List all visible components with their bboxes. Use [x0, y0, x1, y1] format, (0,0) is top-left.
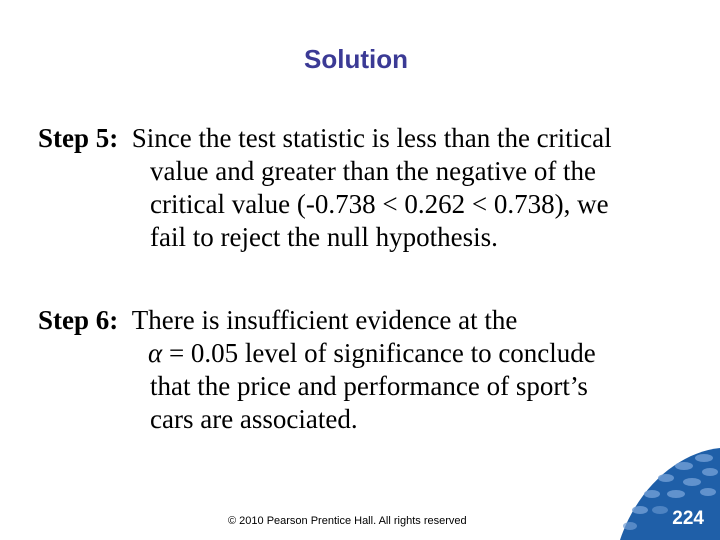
- step-5-block: [38, 122, 698, 254]
- step-6-text-2: = 0.05 level of significance to conclude: [162, 338, 596, 368]
- step-6-line-1: [38, 304, 698, 337]
- copyright-footer: © 2010 Pearson Prentice Hall. All rights reserved: [228, 515, 467, 527]
- step-5-line-1: [38, 122, 698, 155]
- step-6-line-2: [38, 337, 698, 370]
- step-5-text-3: critical value (-0.738 < 0.262 < 0.738), we: [150, 189, 609, 219]
- slide-title: Solution: [304, 44, 408, 74]
- step-6-block: [38, 304, 698, 436]
- page-number: 224: [672, 508, 704, 529]
- step-5-text-2: value and greater than the negative of the: [150, 156, 597, 186]
- step-5-text-4: fail to reject the null hypothesis.: [150, 222, 498, 252]
- alpha-symbol: α: [148, 338, 163, 368]
- step-6-text-3: that the price and performance of sport’s: [150, 371, 588, 401]
- step-6-text-1: There is insufficient evidence at the: [131, 305, 518, 335]
- corner-dots-graphic: [620, 448, 720, 540]
- corner-decoration: [620, 448, 720, 540]
- step-6-label: Step 6:: [38, 305, 119, 335]
- step-5-label: Step 5:: [38, 123, 119, 153]
- step-5-text-1: Since the test statistic is less than the critical: [131, 123, 612, 153]
- step-6-text-4: cars are associated.: [150, 404, 358, 434]
